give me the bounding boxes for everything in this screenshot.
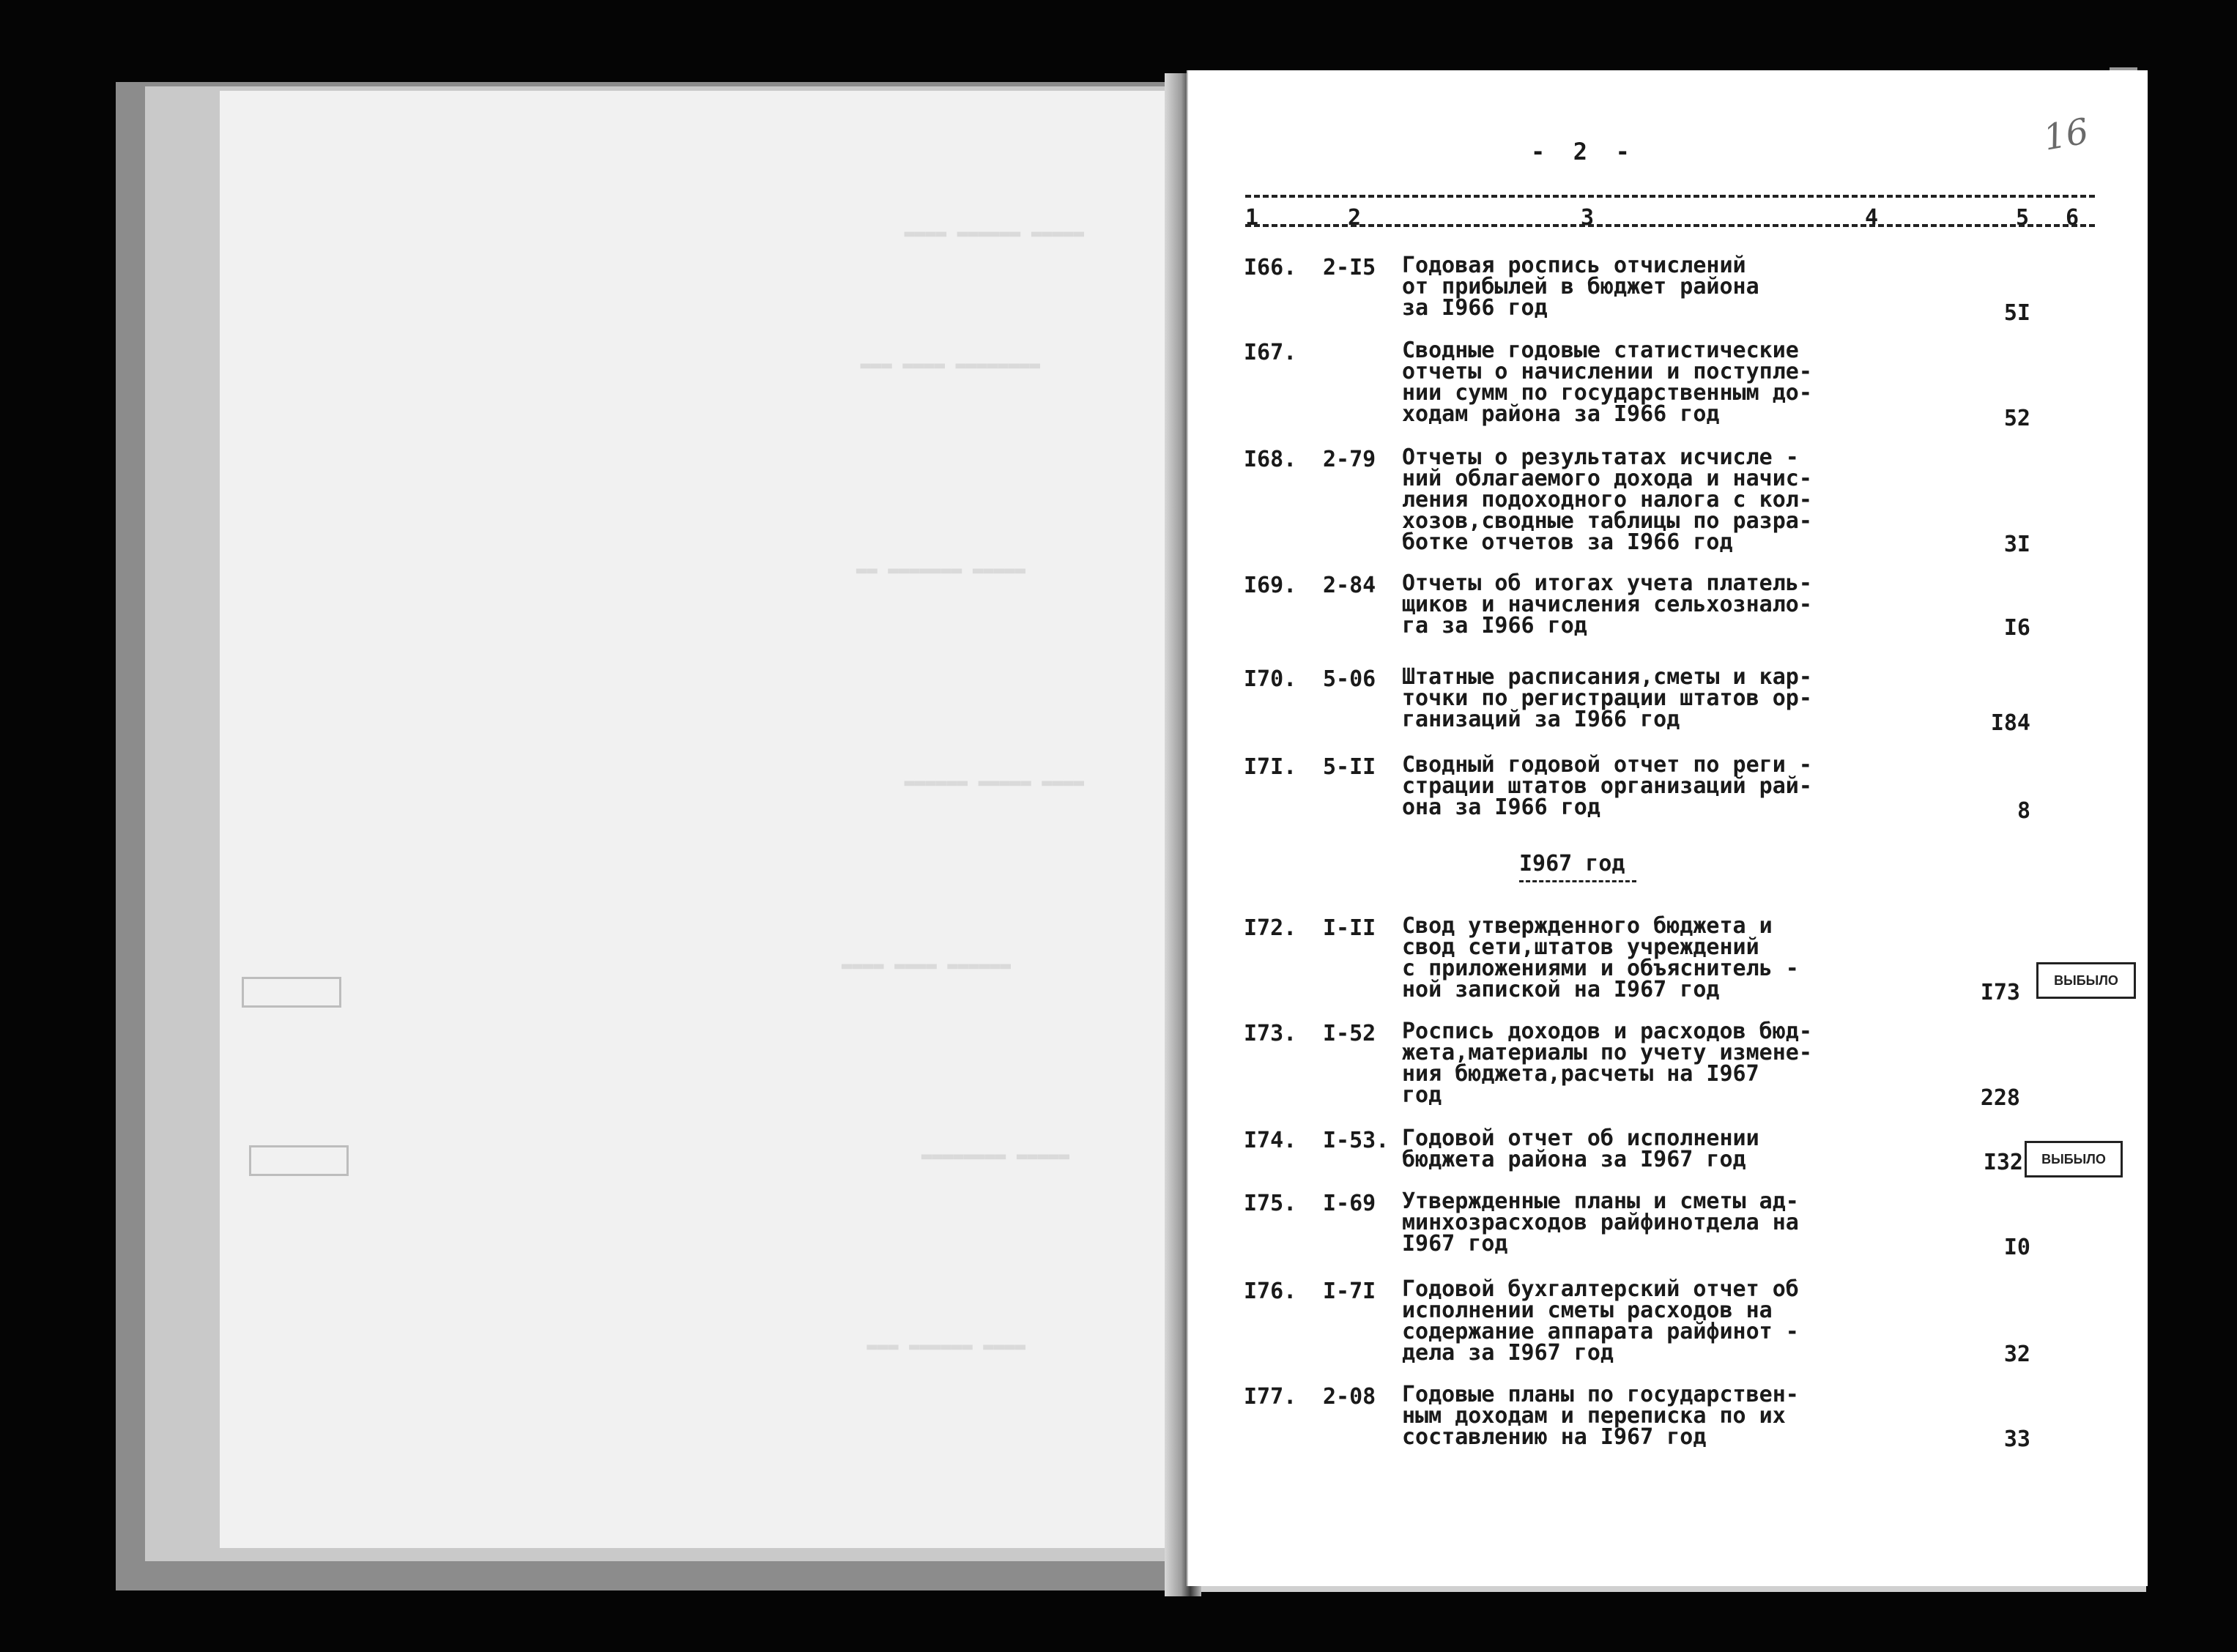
left-page-sheet	[220, 91, 1179, 1548]
row-sheet-count: I0	[2003, 1235, 2030, 1260]
row-index-code: 2-08	[1323, 1384, 1376, 1410]
row-sheet-count: 5I	[2003, 300, 2030, 326]
row-title: Годовые планы по государствен- ным доходам и переписка по их составлению на I967 год	[1402, 1382, 1799, 1450]
show-through-text: ▬▬▬▬▬▬ ▬▬▬▬ ▬▬▬▬	[841, 955, 1011, 975]
handwritten-folio-number: 16	[2040, 111, 2092, 159]
row-sheet-count: I32	[1983, 1150, 2023, 1175]
column-header-5: 5	[2016, 205, 2030, 231]
row-index-code: I-69	[1323, 1191, 1376, 1216]
row-index-code: 2-I5	[1323, 255, 1376, 280]
row-sheet-count: 32	[2003, 1342, 2030, 1367]
show-through-stamp	[249, 1145, 349, 1176]
row-sheet-count: 3I	[2003, 532, 2030, 557]
row-number: I7I.	[1244, 754, 1297, 780]
row-title: Годовой отчет об исполнении бюджета района за I967 год	[1402, 1125, 1759, 1172]
column-header-3: 3	[1581, 205, 1595, 231]
row-title: Штатные расписания,сметы и кар- точки по регистрации штатов ор- ганизаций за I966 год	[1402, 664, 1812, 732]
row-index-code: 2-79	[1323, 447, 1376, 472]
table-header-rule-top	[1245, 195, 2095, 198]
row-number: I72.	[1244, 915, 1297, 941]
row-title: Отчеты о результатах исчисле - ний облагаемого дохода и начис- ления подоходного налога с кол- хозов,сводные таблицы по разра- ботке отчетов за I966 год	[1402, 444, 1812, 555]
row-sheet-count: 228	[1980, 1085, 2020, 1111]
row-number: I68.	[1244, 447, 1297, 472]
row-sheet-count: I84	[1990, 710, 2030, 736]
row-sheet-count: I6	[2003, 615, 2030, 641]
row-number: I75.	[1244, 1191, 1297, 1216]
row-index-code: 5-06	[1323, 666, 1376, 692]
row-number: I73.	[1244, 1021, 1297, 1046]
row-index-code: I-52	[1323, 1021, 1376, 1046]
row-sheet-count: I73	[1980, 980, 2020, 1005]
withdrawn-stamp: ВЫБЫЛО	[2025, 1141, 2123, 1177]
withdrawn-stamp: ВЫБЫЛО	[2036, 962, 2136, 999]
row-index-code: 5-II	[1323, 754, 1376, 780]
row-number: I77.	[1244, 1384, 1297, 1410]
row-sheet-count: 8	[2017, 798, 2030, 824]
row-sheet-count: 52	[2003, 406, 2030, 431]
row-sheet-count: 33	[2003, 1426, 2030, 1452]
row-index-code: I-53.	[1323, 1128, 1390, 1153]
row-title: Свод утвержденного бюджета и свод сети,штатов учреждений с приложениями и объяснитель - ной запиской на I967 год	[1402, 913, 1799, 1002]
year-heading-underline	[1519, 880, 1636, 882]
column-header-1: 1	[1245, 205, 1259, 231]
row-title: Годовой бухгалтерский отчет об исполнении сметы расходов на содержание аппарата райфинот - дела за I967 год	[1402, 1276, 1799, 1366]
row-number: I67.	[1244, 340, 1297, 365]
table-header-rule-bottom	[1245, 224, 2095, 227]
row-title: Роспись доходов и расходов бюд- жета,материалы по учету измене- ния бюджета,расчеты на I967 год	[1402, 1019, 1812, 1108]
row-number: I76.	[1244, 1279, 1297, 1304]
show-through-text: ▬▬▬▬ ▬▬▬▬▬▬ ▬▬▬	[867, 1336, 1025, 1356]
show-through-text: ▬▬▬▬▬ ▬▬▬▬▬▬▬ ▬▬	[856, 559, 1025, 580]
row-index-code: I-7I	[1323, 1279, 1376, 1304]
column-header-2: 2	[1348, 205, 1362, 231]
column-header-6: 6	[2066, 205, 2080, 231]
show-through-text: ▬▬▬▬ ▬▬▬▬▬ ▬▬▬▬▬▬	[904, 772, 1084, 792]
show-through-text: ▬▬▬▬▬▬▬▬ ▬▬▬▬ ▬▬▬	[860, 354, 1040, 375]
row-title: Годовая роспись отчислений от прибылей в бюджет района за I966 год	[1402, 253, 1759, 321]
row-index-code: I-II	[1323, 915, 1376, 941]
row-title: Отчеты об итогах учета платель- щиков и начисления сельхознало- га за I966 год	[1402, 570, 1812, 639]
row-title: Сводный годовой отчет по реги - страции штатов организаций рай- она за I966 год	[1402, 752, 1812, 820]
row-number: I74.	[1244, 1128, 1297, 1153]
page-number: - 2 -	[1531, 138, 1630, 165]
row-index-code: 2-84	[1323, 573, 1376, 598]
column-header-4: 4	[1865, 205, 1879, 231]
show-through-text: ▬▬▬▬▬ ▬▬▬▬▬▬ ▬▬▬▬	[904, 223, 1084, 243]
row-number: I69.	[1244, 573, 1297, 598]
row-title: Утвержденные планы и сметы ад- минхозрасходов райфинотдела на I967 год	[1402, 1188, 1799, 1257]
row-title: Сводные годовые статистические отчеты о начислении и поступле- нии сумм по государственным до- ходам района за I966 год	[1402, 338, 1812, 427]
row-number: I70.	[1244, 666, 1297, 692]
show-through-stamp	[242, 977, 341, 1008]
show-through-text: ▬▬▬▬▬ ▬▬▬▬▬▬▬▬	[921, 1145, 1069, 1166]
row-number: I66.	[1244, 255, 1297, 280]
year-section-heading: I967 год	[1519, 851, 1625, 877]
